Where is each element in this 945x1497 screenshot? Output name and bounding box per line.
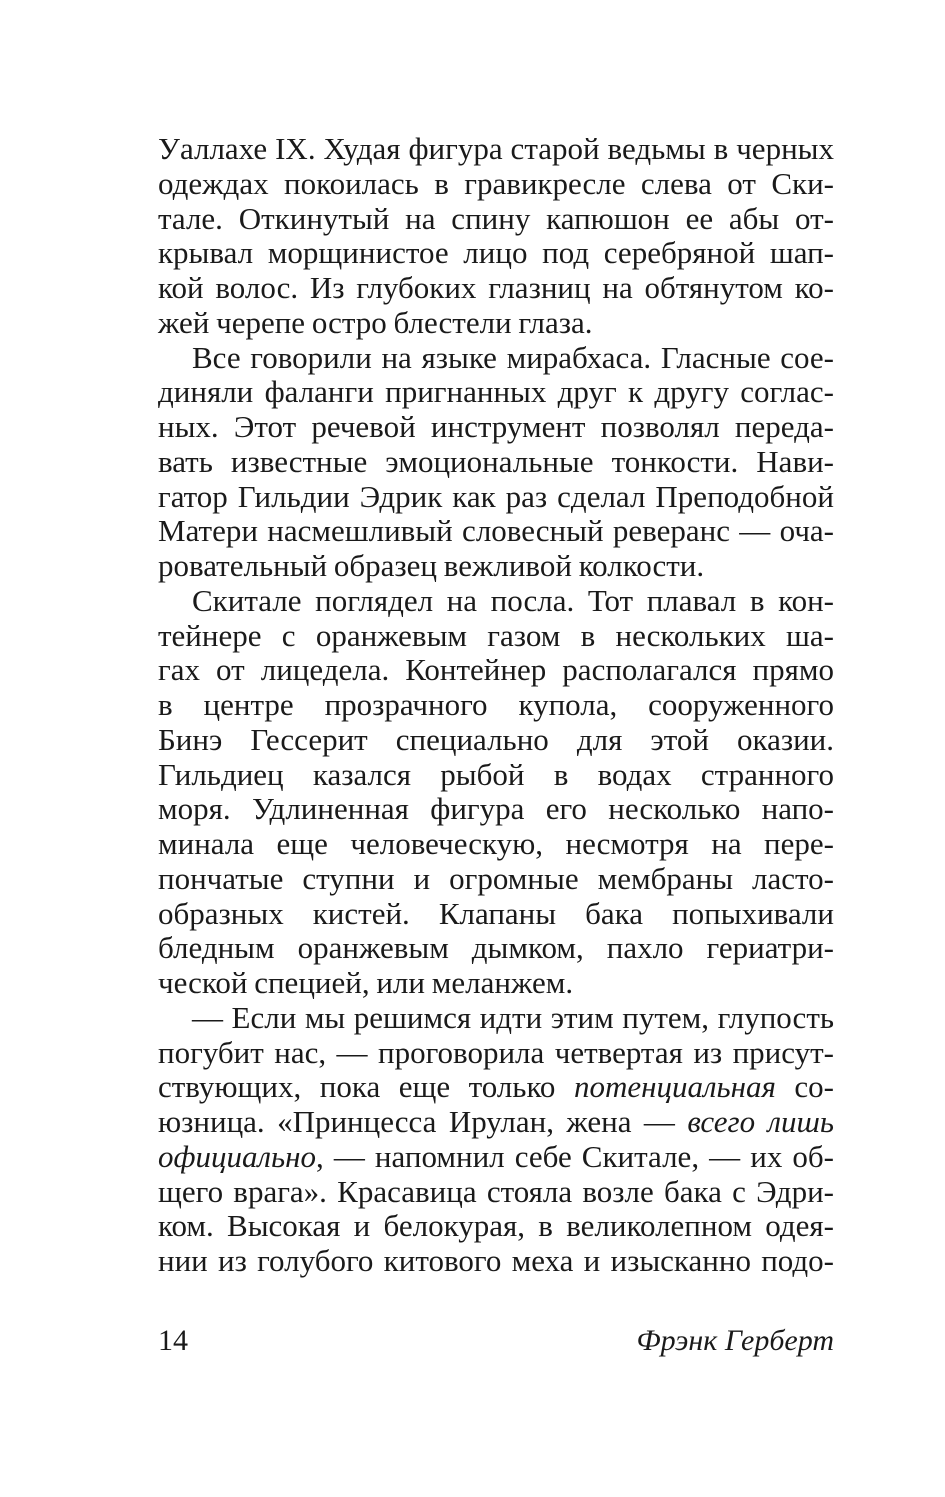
text-line: Скитале поглядел на посла. Тот плавал в кон- xyxy=(192,582,834,618)
text-line: гах от лицедела. Контейнер располагался прямо xyxy=(158,652,834,688)
text-run: со- xyxy=(794,1069,835,1105)
text-line: нии из голубого китового меха и изысканно подо- xyxy=(158,1243,834,1278)
text-line: гатор Гильдии Эдрик как раз сделал Преподобной xyxy=(158,478,834,514)
text-line xyxy=(158,1105,834,1140)
text-line: бледным оранжевым дымком, пахло гериатри- xyxy=(158,930,834,966)
text-line: щего врага». Красавица стояла возле бака с Эдри- xyxy=(158,1173,834,1209)
text-line: вать известные эмоциональные тонкости. Нави- xyxy=(158,443,834,479)
text-line: кой волос. Из глубоких глазниц на обтянутом ко- xyxy=(158,270,834,305)
text-line: одеждах покоилась в гравикресле слева от Ски- xyxy=(158,165,834,201)
page-footer xyxy=(158,1321,834,1361)
italic-text: официально xyxy=(158,1138,317,1174)
text-line xyxy=(158,1070,834,1105)
text-line: в центре прозрачного купола, сооруженного xyxy=(158,687,834,722)
text-line: ческой специей, или меланжем. xyxy=(158,965,574,1000)
text-run: юзница. «Принцесса Ирулан, жена — xyxy=(158,1104,675,1139)
paragraph xyxy=(158,584,834,1001)
text-line: диняли фаланги пригнанных друг к другу соглас- xyxy=(158,374,834,410)
text-line: тале. Откинутый на спину капюшон ее абы от- xyxy=(158,200,834,236)
text-line: Матери насмешливый словесный реверанс — оча- xyxy=(158,513,834,549)
text-line: Уаллахе IX. Худая фигура старой ведьмы в черных xyxy=(158,131,834,166)
text-line xyxy=(158,1140,834,1175)
text-line: Бинэ Гессерит специально для этой оказии. xyxy=(158,721,834,757)
text-line: Гильдиец казался рыбой в водах странного xyxy=(158,756,834,792)
italic-text: всего лишь xyxy=(687,1104,835,1139)
text-line: минала еще человеческую, несмотря на пере- xyxy=(158,826,834,861)
body-text xyxy=(158,132,834,1279)
text-line: ровательный образец вежливой колкости. xyxy=(158,548,705,583)
text-line: крывал морщинистое лицо под серебряной шап- xyxy=(158,235,834,271)
text-line: образных кистей. Клапаны бака попыхивали xyxy=(158,895,834,931)
text-run: ствующих, пока еще только xyxy=(158,1069,556,1105)
text-line: моря. Удлиненная фигура его несколько напо- xyxy=(158,791,834,827)
text-line: ных. Этот речевой инструмент позволял переда- xyxy=(158,409,834,444)
text-line: Все говорили на языке мирабхаса. Гласные сое- xyxy=(192,339,834,375)
text-line: жей черепе остро блестели глаза. xyxy=(158,304,593,340)
running-footer-author: Фрэнк Герберт xyxy=(636,1324,834,1357)
text-line: ком. Высокая и белокурая, в великолепном одея- xyxy=(158,1208,834,1244)
paragraph xyxy=(158,1001,834,1279)
text-line: тейнере с оранжевым газом в нескольких ша- xyxy=(158,617,834,653)
page-number: 14 xyxy=(158,1324,188,1357)
paragraph xyxy=(158,341,834,584)
paragraph xyxy=(158,132,834,341)
text-line: пончатые ступни и огромные мембраны ласто- xyxy=(158,860,834,896)
text-run: , — напомнил себе Скитале, — их об- xyxy=(316,1138,834,1174)
text-line: — Если мы решимся идти этим путем, глупость xyxy=(192,999,834,1035)
italic-text: потенциальная xyxy=(573,1069,776,1105)
text-line: погубит нас, — проговорила четвертая из присут- xyxy=(158,1034,834,1070)
